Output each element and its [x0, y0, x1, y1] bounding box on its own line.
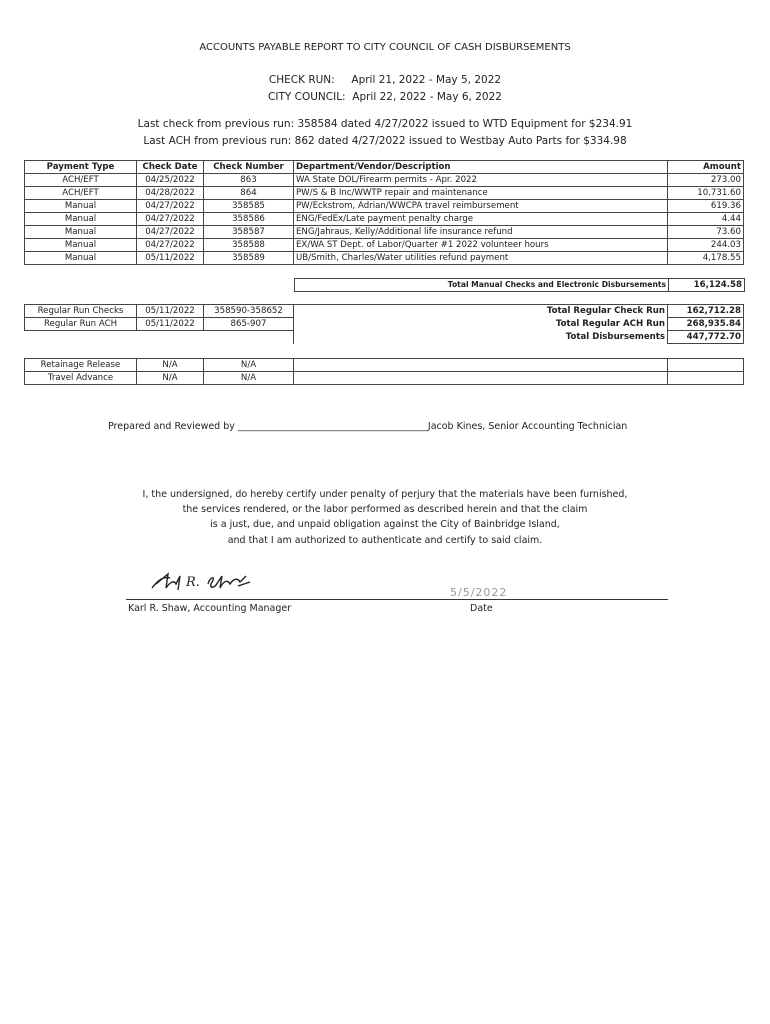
col-check-number: Check Number	[204, 161, 294, 174]
last-ach-note: Last ACH from previous run: 862 dated 4/27/2022 issued to Westbay Auto Parts for $334.98	[143, 135, 627, 147]
check-date: 04/27/2022	[137, 239, 204, 252]
table-row	[25, 187, 744, 200]
check-number: N/A	[204, 359, 294, 372]
description: PW/Eckstrom, Adrian/WWCPA travel reimbursement	[294, 200, 668, 213]
check-number: 358586	[204, 213, 294, 226]
certification-line: I, the undersigned, do hereby certify under penalty of perjury that the materials have been furnished,	[142, 489, 628, 500]
table-row	[25, 359, 744, 372]
check-date: N/A	[137, 372, 204, 385]
col-amount: Amount	[668, 161, 744, 174]
payment-type: Manual	[25, 200, 137, 213]
svg-text:R.: R.	[186, 575, 200, 590]
amount: 4,178.55	[668, 252, 744, 265]
table-row	[25, 252, 744, 265]
amount: 619.36	[668, 200, 744, 213]
table-row	[25, 318, 744, 331]
check-number: 358590-358652	[204, 305, 294, 318]
description: PW/S & B Inc/WWTP repair and maintenance	[294, 187, 668, 200]
total-disbursements-amount: 447,772.70	[668, 331, 744, 344]
check-date: 05/11/2022	[137, 305, 204, 318]
check-number: 358585	[204, 200, 294, 213]
payment-type: Manual	[25, 252, 137, 265]
payment-type: Manual	[25, 226, 137, 239]
run-total-amount: 162,712.28	[668, 305, 744, 318]
payment-type: Manual	[25, 239, 137, 252]
table-row	[25, 305, 744, 318]
regular-run-table	[24, 304, 744, 344]
amount	[668, 359, 744, 372]
payment-type: ACH/EFT	[25, 174, 137, 187]
amount: 4.44	[668, 213, 744, 226]
description: EX/WA ST Dept. of Labor/Quarter #1 2022 volunteer hours	[294, 239, 668, 252]
run-total-label: Total Regular Check Run	[294, 305, 668, 318]
certification-line: and that I am authorized to authenticate and certify to said claim.	[227, 535, 543, 546]
check-date: 04/25/2022	[137, 174, 204, 187]
payment-type: Regular Run ACH	[25, 318, 137, 331]
payment-type: Retainage Release	[25, 359, 137, 372]
col-description: Department/Vendor/Description	[294, 161, 668, 174]
manual-total-label: Total Manual Checks and Electronic Disbursements	[295, 279, 669, 292]
payment-type: Travel Advance	[25, 372, 137, 385]
manual-total-row	[295, 279, 745, 292]
description: ENG/FedEx/Late payment penalty charge	[294, 213, 668, 226]
check-number: 358588	[204, 239, 294, 252]
description: ENG/Jahraus, Kelly/Additional life insurance refund	[294, 226, 668, 239]
total-disbursements-row	[25, 331, 744, 344]
table-row	[25, 239, 744, 252]
check-date: 04/28/2022	[137, 187, 204, 200]
last-check-note: Last check from previous run: 358584 dated 4/27/2022 issued to WTD Equipment for $234.91	[137, 118, 633, 130]
check-number: 864	[204, 187, 294, 200]
city-council-period: CITY COUNCIL: April 22, 2022 - May 6, 2022	[268, 91, 502, 103]
check-date: 04/27/2022	[137, 200, 204, 213]
handwritten-signature	[150, 570, 260, 594]
check-date: 04/27/2022	[137, 213, 204, 226]
table-header-row	[25, 161, 744, 174]
description: UB/Smith, Charles/Water utilities refund payment	[294, 252, 668, 265]
check-number: 358587	[204, 226, 294, 239]
description: WA State DOL/Firearm permits - Apr. 2022	[294, 174, 668, 187]
signature-date: 5/5/2022	[450, 586, 508, 599]
run-total-label: Total Regular ACH Run	[294, 318, 668, 331]
total-disbursements-label: Total Disbursements	[294, 331, 668, 344]
signature-line	[126, 599, 668, 600]
other-payments-table	[24, 358, 744, 385]
check-date: N/A	[137, 359, 204, 372]
col-check-date: Check Date	[137, 161, 204, 174]
amount: 73.60	[668, 226, 744, 239]
table-row	[25, 213, 744, 226]
run-total-amount: 268,935.84	[668, 318, 744, 331]
amount	[668, 372, 744, 385]
col-payment-type: Payment Type	[25, 161, 137, 174]
payment-type: Regular Run Checks	[25, 305, 137, 318]
description	[294, 372, 668, 385]
amount: 273.00	[668, 174, 744, 187]
disbursement-table	[24, 160, 744, 265]
check-number: 865-907	[204, 318, 294, 331]
prepared-by-line: Prepared and Reviewed by ________________________________________Jacob Kines, Senior Accounting Technician	[108, 421, 628, 432]
manual-total-table	[294, 278, 745, 292]
amount: 10,731.60	[668, 187, 744, 200]
report-title: ACCOUNTS PAYABLE REPORT TO CITY COUNCIL OF CASH DISBURSEMENTS	[199, 42, 571, 53]
amount: 244.03	[668, 239, 744, 252]
table-row	[25, 372, 744, 385]
description	[294, 359, 668, 372]
certification-line: is a just, due, and unpaid obligation against the City of Bainbridge Island,	[210, 519, 560, 530]
table-row	[25, 174, 744, 187]
certification-line: the services rendered, or the labor performed as described herein and that the claim	[182, 504, 588, 515]
check-date: 04/27/2022	[137, 226, 204, 239]
manual-total-amount: 16,124.58	[669, 279, 745, 292]
table-row	[25, 200, 744, 213]
signer-name: Karl R. Shaw, Accounting Manager	[128, 603, 292, 614]
check-date: 05/11/2022	[137, 318, 204, 331]
check-run-period: CHECK RUN: April 21, 2022 - May 5, 2022	[268, 74, 502, 86]
payment-type: ACH/EFT	[25, 187, 137, 200]
date-label: Date	[470, 603, 493, 614]
payment-type: Manual	[25, 213, 137, 226]
check-date: 05/11/2022	[137, 252, 204, 265]
check-number: 358589	[204, 252, 294, 265]
table-row	[25, 226, 744, 239]
check-number: 863	[204, 174, 294, 187]
check-number: N/A	[204, 372, 294, 385]
